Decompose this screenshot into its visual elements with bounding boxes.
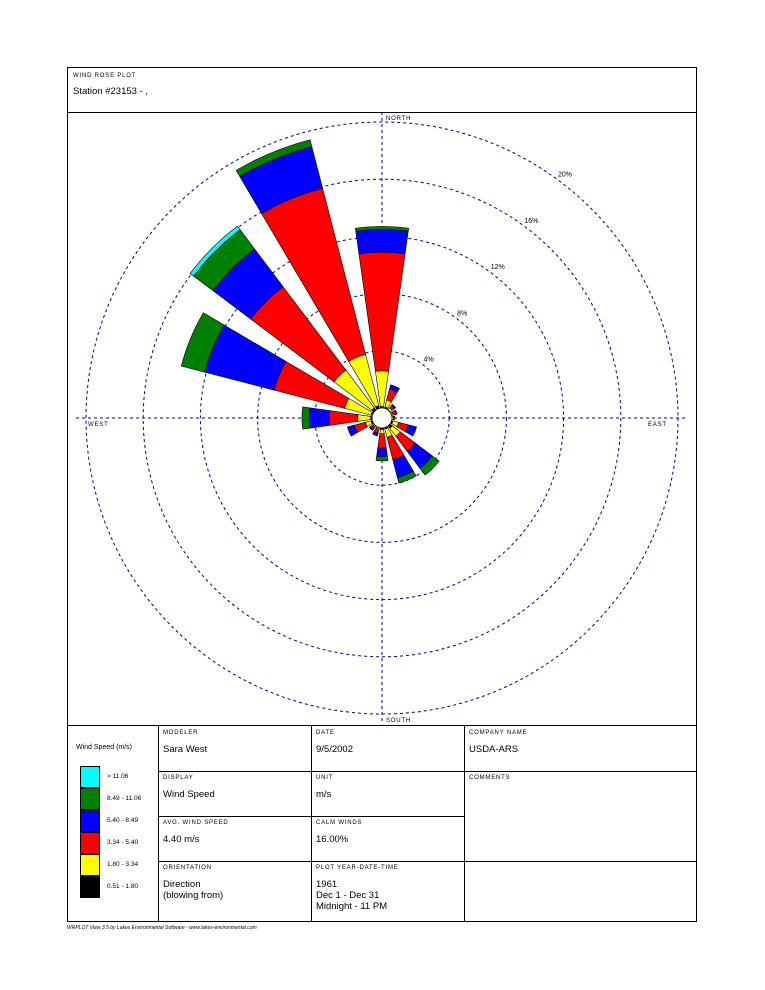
- info-panel: [68, 725, 696, 922]
- calm-winds-cell: [311, 816, 464, 861]
- plot-time-cell: [311, 861, 464, 922]
- petal-segment: [393, 416, 395, 420]
- ring-label: 12%: [490, 264, 505, 272]
- legend-item: [80, 854, 160, 876]
- legend-swatch: [80, 832, 100, 854]
- section-label: WIND ROSE PLOT: [73, 73, 137, 79]
- date-value: 9/5/2002: [316, 744, 353, 755]
- plot-header: [68, 68, 696, 113]
- petal-segment: [356, 229, 409, 253]
- petal-segment: [309, 408, 330, 428]
- display-label: DISPLAY: [163, 775, 194, 781]
- legend-label: 1.80 - 3.34: [107, 861, 139, 868]
- ring-label: 8%: [457, 310, 468, 318]
- calm-center: [372, 408, 392, 428]
- avg-speed-cell: [158, 816, 311, 861]
- legend-title: Wind Speed (m/s): [76, 744, 133, 751]
- legend-item: [80, 810, 160, 832]
- petal-segment: [377, 448, 388, 457]
- date-cell: [311, 726, 464, 771]
- avg-speed-value: 4.40 m/s: [163, 834, 200, 845]
- petal-segment: [378, 434, 386, 448]
- unit-value: m/s: [316, 789, 332, 800]
- avg-speed-label: AVG. WIND SPEED: [163, 820, 229, 826]
- company-value: USDA-ARS: [469, 744, 519, 755]
- petal-segment: [376, 456, 388, 461]
- wind-rose-area: [68, 112, 696, 725]
- legend: [68, 726, 158, 922]
- legend-label: > 11.06: [107, 773, 129, 780]
- unit-cell: [311, 771, 464, 816]
- company-label: COMPANY NAME: [469, 730, 528, 736]
- petal-segment: [380, 429, 384, 433]
- modeler-label: MODELER: [163, 730, 199, 736]
- modeler-cell: [158, 726, 311, 771]
- west-label: WEST: [88, 422, 109, 428]
- legend-item: [80, 788, 160, 810]
- calm-winds-label: CALM WINDS: [316, 820, 363, 826]
- east-label: EAST: [648, 422, 667, 428]
- legend-swatch: [80, 810, 100, 832]
- legend-label: 0.51 - 1.80: [107, 883, 139, 890]
- legend-item: [80, 832, 160, 854]
- south-label: SOUTH: [386, 718, 411, 724]
- petal-segment: [329, 411, 358, 426]
- comments-cell: [464, 771, 696, 861]
- petal-segment: [359, 252, 405, 371]
- petal-segment: [358, 415, 371, 422]
- legend-swatch: [80, 766, 100, 788]
- date-label: DATE: [316, 730, 335, 736]
- wind-rose-chart: [68, 112, 696, 725]
- legend-swatch: [80, 788, 100, 810]
- plot-frame: [67, 67, 697, 922]
- orientation-value: Direction (blowing from): [163, 879, 224, 901]
- orientation-label: ORIENTATION: [163, 865, 212, 871]
- legend-item: [80, 876, 160, 898]
- calm-winds-value: 16.00%: [316, 834, 349, 845]
- station-title: Station #23153 - ,: [73, 86, 148, 97]
- ring-label: 20%: [557, 171, 573, 179]
- display-value: Wind Speed: [163, 789, 215, 800]
- plot-time-label: PLOT YEAR-DATE-TIME: [316, 865, 399, 871]
- legend-item: [80, 766, 160, 788]
- legend-label: 8.49 - 11.06: [107, 795, 142, 802]
- north-label: NORTH: [386, 116, 412, 122]
- ring-label: 4%: [423, 356, 434, 364]
- modeler-value: Sara West: [163, 744, 208, 755]
- orientation-cell: [158, 861, 311, 922]
- petal-segment: [302, 407, 310, 429]
- company-cell: [464, 726, 696, 771]
- legend-label: 5.40 - 8.49: [107, 817, 139, 824]
- legend-swatch: [80, 854, 100, 876]
- plot-time-value: 1961 Dec 1 - Dec 31 Midnight - 11 PM: [316, 879, 388, 912]
- legend-swatch: [80, 876, 100, 898]
- display-cell: [158, 771, 311, 816]
- legend-label: 3.34 - 5.40: [107, 839, 139, 846]
- footer-credit: WRPLOT View 3.5 by Lakes Environmental Software - www.lakes-environmental.com: [67, 925, 257, 931]
- unit-label: UNIT: [316, 775, 334, 781]
- comments-label: COMMENTS: [469, 775, 511, 781]
- ring-label: 16%: [524, 217, 539, 225]
